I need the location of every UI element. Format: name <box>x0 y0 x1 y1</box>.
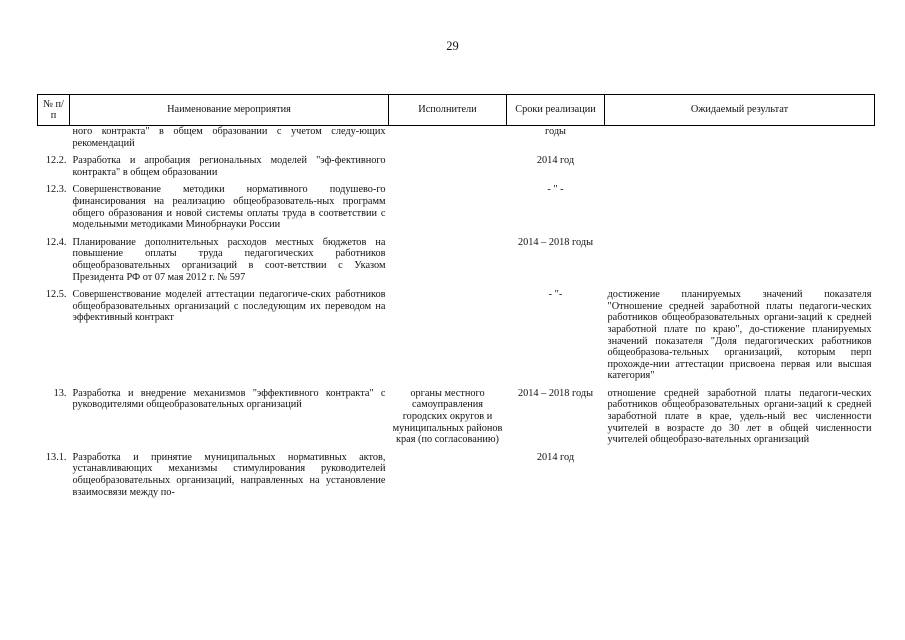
table-row <box>38 126 875 156</box>
row-result <box>605 184 875 236</box>
page-number: 29 <box>446 39 459 53</box>
row-num: 12.5. <box>45 289 67 301</box>
row-num: 12.2. <box>45 155 67 167</box>
header-num: № п/п <box>38 95 70 126</box>
row-terms: годы <box>545 126 566 137</box>
table-row <box>38 388 875 452</box>
header-result: Ожидаемый результат <box>605 95 875 126</box>
header-executors: Исполнители <box>389 95 507 126</box>
row-num: 13.1. <box>45 451 67 463</box>
table-header-row <box>38 95 875 126</box>
table-row <box>38 155 875 184</box>
row-executors <box>389 126 507 156</box>
row-executors <box>389 237 507 289</box>
row-terms: 2014 год <box>536 155 575 167</box>
row-measure-name: Разработка и принятие муниципальных нормативных актов, устанавливающих механизмы стимулирования руководителей общеобразовательных организаций, направленных на установление взаимосвязи между по- <box>72 451 386 498</box>
table-row <box>38 452 875 498</box>
row-terms: - "- <box>548 289 563 301</box>
row-num: 12.3. <box>45 184 67 196</box>
row-result <box>605 237 875 289</box>
row-result <box>605 452 875 498</box>
table-row <box>38 237 875 289</box>
header-terms: Сроки реализации <box>507 95 605 126</box>
row-measure-name: Совершенствование методики нормативного подушево-го финансирования на реализацию общеобразователь-ных программ общего образования и новой системы оплаты труда в соответствии с модельными методиками Минобрнауки России <box>72 184 386 231</box>
row-terms: 2014 – 2018 годы <box>517 387 594 399</box>
measures-table <box>37 94 875 498</box>
row-terms: 2014 – 2018 годы <box>517 236 594 248</box>
row-result: достижение планируемых значений показателя "Отношение средней заработной платы педагоги-ческих работников общеобразовательных органи-заций к средней заработной плате по краю", до-стижение планируемых значений показателя "Доля педагогических работников общеобразова-тельных организаций, которым перп прохожде-нии аттестации присвоена первая или высшая категория" <box>607 289 872 382</box>
table-row <box>38 184 875 236</box>
row-measure-name: Разработка и внедрение механизмов "эффективного контракта" с руководителями общеобразовательных организаций <box>72 387 386 411</box>
table-row <box>38 289 875 388</box>
header-name: Наименование мероприятия <box>70 95 389 126</box>
row-executors <box>389 155 507 184</box>
row-executors: органы местного самоуправления городских округов и муниципальных районов края (по согласованию) <box>392 387 503 446</box>
row-measure-name: Планирование дополнительных расходов местных бюджетов на повышение оплаты труда педагогических работников общеобразовательных организаций в соот-ветствии с Указом Президента РФ от 07 мая 2012 г. № 597 <box>72 236 386 283</box>
row-result <box>605 155 875 184</box>
row-terms: 2014 год <box>536 451 575 463</box>
row-result: отношение средней заработной платы педагоги-ческих работников общеобразовательных органи-заций к средней заработной плате в крае, удель-ный вес численности учителей в возрасте до 30 лет в общей численности учителей общеобразо-вательных организаций <box>607 387 872 446</box>
row-measure-name: Совершенствование моделей аттестации педагогиче-ских работников общеобразовательных организаций с последующим их переводом на эффективный контракт <box>72 289 386 324</box>
row-executors <box>389 184 507 236</box>
row-result <box>605 126 875 156</box>
row-num <box>38 126 70 156</box>
row-num: 12.4. <box>45 236 67 248</box>
row-terms: - " - <box>547 184 564 196</box>
row-executors <box>389 452 507 498</box>
row-num: 13. <box>53 387 67 399</box>
row-measure-name: ного контракта" в общем образовании с учетом следу-ющих рекомендаций <box>72 126 386 149</box>
row-measure-name: Разработка и апробация региональных моделей "эф-фективного контракта" в общем образовании <box>72 155 386 178</box>
row-executors <box>389 289 507 388</box>
